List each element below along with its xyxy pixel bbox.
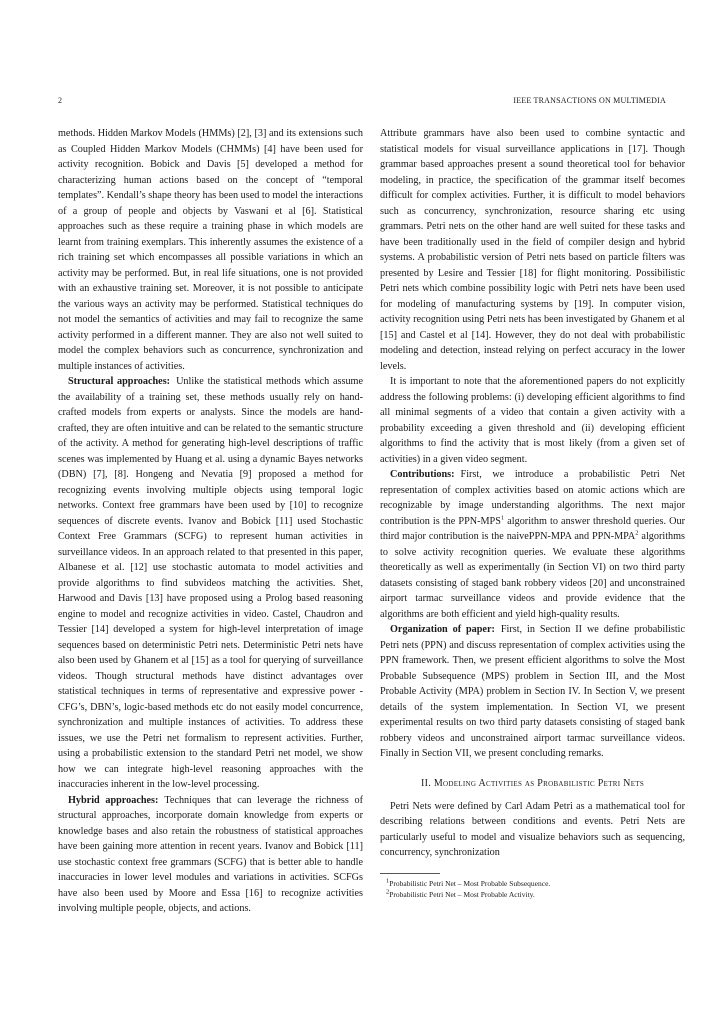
paragraph-organization [380,622,685,762]
paragraph-statistical-approaches-cont: methods. Hidden Markov Models (HMMs) [2], [3] and its extensions such as Coupled Hidden Markov Models (CHMMs) [4] have been used for activity recognition. Bobick and Davis [5] developed a method for characterizing human actions based on the concept of “temporal templates”. Kendall’s shape theory has been used to model the interactions of a group of people and objects by Vaswani et al [6]. Statistical approaches such as these require a training phase in which models are learnt from training exemplars. This inherently assumes the existence of a rich training set which encompasses all possible variations in which an activity may be performed. But, in real life situations, one is not provided with an exhaustive training set. Moreover, it is not possible to anticipate the various ways an activity may be performed. Statistical techniques do not model the semantics of activities and may fail to recognize the same activity performed in a different manner. They are also not well suited to model the complex behaviors such as concurrence, synchronization and multiple instances of activities. [58,128,363,372]
section-number: II. [420,777,432,789]
text-contributions-b: algorithm to answer threshold queries. Our third major contribution is the naivePPN-MPA and PPN-MPA [380,515,685,542]
heading-organization: Organization of paper: [390,624,495,635]
running-header [58,96,666,110]
footnote-rule [380,873,440,874]
footnote-mark-1: 1 [386,877,390,884]
page-number: 2 [58,96,63,105]
text-hybrid-approaches: Techniques that can leverage the richness of structural approaches, incorporate domain knowledge from experts or knowledge bases and also retain the robustness of statistical approaches have been gaining more attention in recent years. Ivanov and Bobick [11] use stochastic context free grammars (SCFG) that is better able to handle inaccuracies in lower level modules and variations in activities. SCFGs have also been used by Moore and Essa [16] to recognize activities involving multiple people, objects, and actions. [58,794,363,914]
right-column [380,126,685,900]
journal-name: IEEE TRANSACTIONS ON MULTIMEDIA [513,96,666,105]
text-structural-approaches: Unlike the statistical methods which assume the availability of a training set, these methods usually rely on hand-crafted models from experts or analysts. Since the models are hand-crafted, they are often intuitive and can be related to the semantic structure of the activity. A method for generating high-level descriptions of traffic scenes was implemented by Huang et al. using a dynamic Bayes networks (DBN) [7], [8]. Hongeng and Nevatia [9] proposed a method for recognizing events involving multiple objects using temporal logic networks. Context free grammars have been used by [10] to recognize sequences of discrete events. Ivanov and Bobick [11] used Stochastic Context Free Grammars (SCFG) to represent human activities in surveillance videos. In an approach related to that presented in this paper, Albanese et al. [12] use stochastic automata to model activities and provide algorithms to find subvideos matching the activities. Shet, Harwood and Davis [13] have proposed using a Prolog based reasoning engine to model and recognize activities in video. Castel, Chaudron and Tessier [14] developed a system for high-level interpretation of image sequences based on deterministic Petri nets. Deterministic Petri nets have also been used by Ghanem et al [15] as a tool for querying of surveillance videos. Though structural methods have distinct advantages over statistical techniques in terms of representative and expressive power - CFG’s, DBN’s, logic-based methods etc do not easily model concurrence, synchronization and multiple instances of activities. To address these issues, we use the Petri net formalism to represent activities. Further, using a probabilistic extension to the standard Petri net model, we show how we can integrate high-level reasoning approaches with the inaccuracies inherent in the low-level processing. [58,376,363,790]
footnotes [380,873,685,900]
section-heading [380,776,685,791]
paragraph-hybrid-approaches [58,793,363,917]
heading-contributions: Contributions: [390,469,455,480]
footnote-2 [380,889,685,900]
paragraph-contributions [380,467,685,622]
paragraph-structural-approaches [58,374,363,793]
text-contributions-a: First, we introduce a probabilistic Petri Net representation of complex activities based on atomic actions which are recognizable by image understanding algorithms. The next major contribution is the PPN-MPS [380,469,685,527]
footnote-ref-1: 1 [500,514,505,522]
paragraph-petri-nets: Petri Nets were defined by Carl Adam Petri as a mathematical tool for describing relations between conditions and events. Petri Nets are particularly useful to model and visualize behaviors such as sequencing, concurrency, synchronization [380,800,685,858]
footnote-text-2: Probabilistic Petri Net – Most Probable Activity. [389,889,535,899]
heading-structural-approaches: Structural approaches: [68,376,171,387]
text-organization: First, in Section II we define probabilistic Petri nets (PPN) and discuss representation of complex activities using the PPN framework. Then, we present efficient algorithms to solve the Most Probable Subsequence (MPS) problem in Section III, and the Most Probable Activity (MPA) problem in Section IV. In Section V, we present details of the system implementation. In Section VI, we present experimental results on two third party datasets consisting of staged bank robbery videos and unconstrained airport tarmac surveillance videos. Finally in Section VII, we present concluding remarks. [380,624,685,759]
footnote-mark-2: 2 [386,888,390,895]
section-title: Modeling Activities as Probabilistic Petri Nets [433,777,645,789]
footnote-ref-2: 2 [635,529,639,537]
paragraph-attribute-grammars: Attribute grammars have also been used to combine syntactic and statistical models for visual surveillance applications in [17]. Though grammar based approaches present a sound theoretical tool for behavior modeling, in practice, the specification of the grammar itself becomes difficult for complex activities. Further, it is difficult to model behaviors such as concurrency, synchronization, resource sharing etc using grammars. Petri nets on the other hand are well suited for these tasks and have been traditionally used in the field of compiler design and hybrid systems. A probabilistic version of Petri nets based on particle filters was presented by Lesire and Tessier [18] for flight monitoring. Possibilistic Petri nets which combine possibility logic with Petri nets have been used for modeling of manufacturing systems by [19]. In computer vision, activity recognition using Petri nets has been investigated by Ghanem et al [15] and Castel et al [14]. However, they do not deal with probabilistic modeling and detection, instead relying on perfect accuracy in the lower levels. [380,128,685,372]
left-column [58,126,363,917]
paragraph-problems: It is important to note that the aforementioned papers do not explicitly address the following problems: (i) developing efficient algorithms to find all minimal segments of a video that contain a given activity with a probability exceeding a given threshold and (ii) developing efficient algorithms to find the activity that is most likely (from a given set of activities) in a given video segment. [380,376,685,465]
text-contributions-c: algorithms to solve activity recognition queries. We evaluate these algorithms theoretically as well as experimentally (in Section VI) on two third party datasets consisting of staged bank robbery videos [20] and unconstrained airport tarmac surveillance videos and provide evidence that the algorithms are both efficient and yield high-quality results. [380,531,686,620]
footnote-text-1: Probabilistic Petri Net – Most Probable Subsequence. [389,878,551,888]
heading-hybrid-approaches: Hybrid approaches: [68,794,159,806]
footnote-1 [380,878,685,889]
